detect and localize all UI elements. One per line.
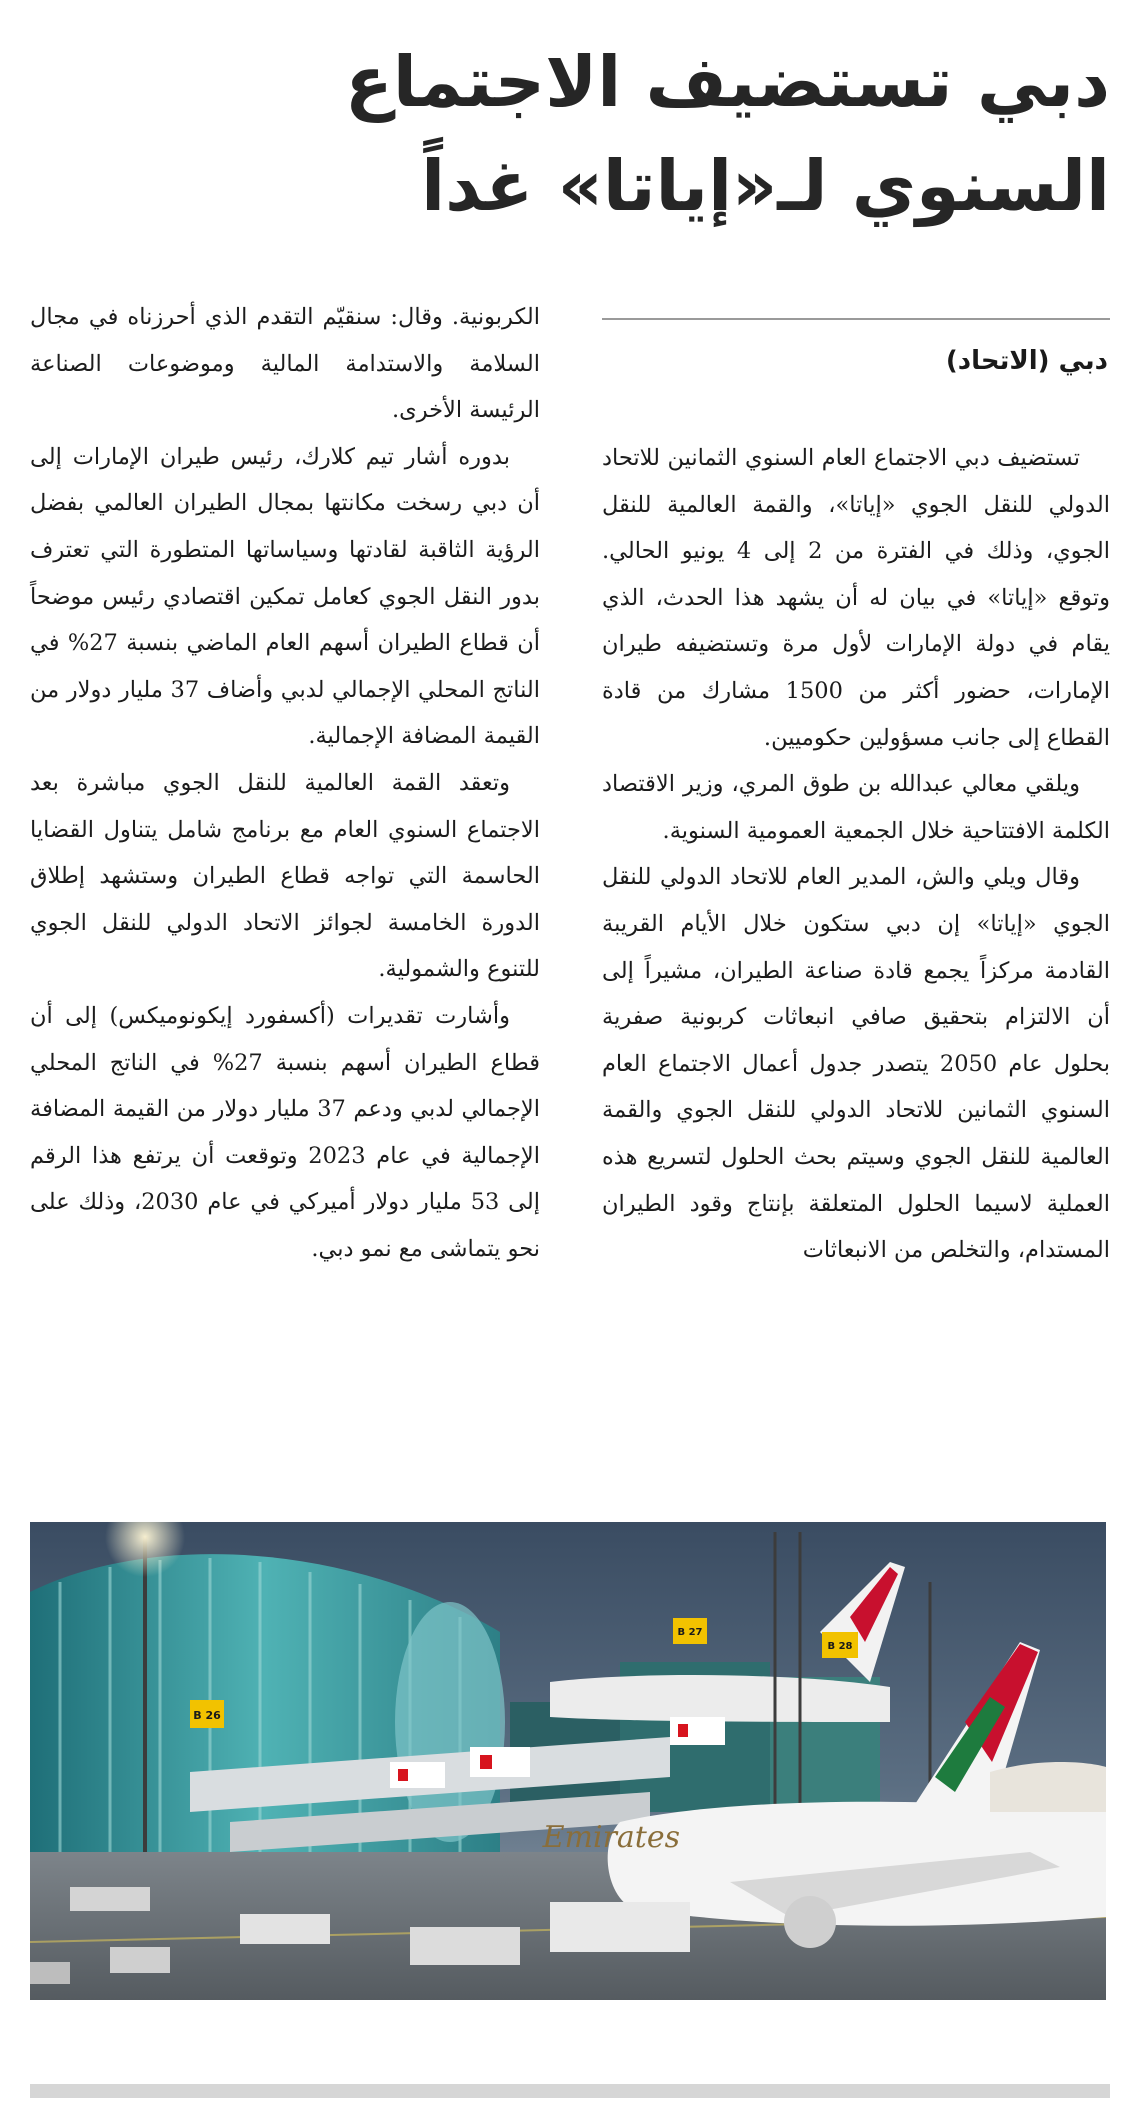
paragraph: الكربونية. وقال: سنقيّم التقدم الذي أحرزناه في مجال السلامة والاستدامة المالية وموضوعات الصناعة الرئيسة الأخرى. [30,304,540,424]
paragraph: ويلقي معالي عبدالله بن طوق المري، وزير الاقتصاد الكلمة الافتتاحية خلال الجمعية العمومية السنوية. [602,771,1110,844]
paragraph: وتعقد القمة العالمية للنقل الجوي مباشرة بعد الاجتماع السنوي العام مع برنامج شامل يتناول القضايا الحاسمة التي تواجه قطاع الطيران وستشهد إطلاق الدورة الخامسة لجوائز الاتحاد الدولي للنقل الجوي للتنوع والشمولية. [30,769,540,983]
aircraft-lettering: Emirates [542,1820,680,1855]
jet-bridge-banner [470,1747,530,1777]
ground-vehicle [110,1947,170,1973]
ground-vehicle [550,1902,690,1952]
svg-text:B 28: B 28 [827,1641,853,1652]
gate-sign [673,1618,707,1644]
headline-line-2: السنوي لـ«إياتا» غداً [421,145,1110,227]
article-headline [30,30,1110,238]
gate-sign [822,1632,858,1658]
article-column-right [602,435,1110,1274]
ground-vehicle [30,1962,70,1984]
article-column-left [30,294,540,1272]
headline-line-1: دبي تستضيف الاجتماع [345,41,1110,123]
ground-vehicle [240,1914,330,1944]
airport-photo [30,1522,1106,2000]
paragraph: وقال ويلي والش، المدير العام للاتحاد الدولي للنقل الجوي «إياتا» إن دبي ستكون خلال الأيام القريبة القادمة مركزاً يجمع قادة صناعة الطيران، مشيراً إلى أن الالتزام بتحقيق صافي انبعاثات كربونية صفرية بحلول عام 2050 يتصدر جدول أعمال الاجتماع العام السنوي الثمانين للاتحاد الدولي للنقل الجوي والقمة العالمية للنقل الجوي وسيتم بحث الحلول لتسريع هذه العملية لاسيما الحلول المتعلقة بإنتاج وقود الطيران المستدام، والتخلص من الانبعاثات [602,864,1110,1264]
svg-text:B 27: B 27 [677,1627,703,1638]
ground-vehicle [410,1927,520,1965]
svg-text:B 26: B 26 [193,1709,221,1722]
byline-divider [602,318,1110,320]
ground-vehicle [70,1887,150,1911]
aircraft-engine [784,1896,836,1948]
gate-sign [190,1700,224,1728]
page-footer-bar [30,2084,1110,2098]
paragraph: وأشارت تقديرات (أكسفورد إيكونوميكس) إلى أن قطاع الطيران أسهم بنسبة 27% في الناتج المحلي الإجمالي لدبي ودعم 37 مليار دولار من القيمة المضافة الإجمالية في عام 2023 وتوقعت أن يرتفع هذا الرقم إلى 53 مليار دولار أميركي في عام 2030، وذلك على نحو يتماشى مع نمو دبي. [30,1002,541,1262]
aircraft-fuselage-background [550,1675,890,1722]
airport-scene [30,1522,1106,2000]
paragraph: بدوره أشار تيم كلارك، رئيس طيران الإمارات إلى أن دبي رسخت مكانتها بمجال الطيران العالمي بفضل الرؤية الثاقبة لقادتها وسياساتها المتطورة التي تعترف بدور النقل الجوي كعامل تمكين اقتصادي رئيس موضحاً أن قطاع الطيران أسهم العام الماضي بنسبة 27% في الناتج المحلي الإجمالي لدبي وأضاف 37 مليار دولار من القيمة المضافة الإجمالية. [30,443,541,750]
paragraph: تستضيف دبي الاجتماع العام السنوي الثمانين للاتحاد الدولي للنقل الجوي «إياتا»، والقمة العالمية للنقل الجوي، وذلك في الفترة من 2 إلى 4 يونيو الحالي. وتوقع «إياتا» في بيان له أن يشهد هذا الحدث، الذي يقام في دولة الإمارات لأول مرة وتستضيفه طيران الإمارات، حضور أكثر من 1500 مشارك من قادة القطاع إلى جانب مسؤولين حكوميين. [602,445,1110,751]
aircraft-right [990,1762,1106,1812]
article-byline: دبي (الاتحاد) [945,346,1108,376]
